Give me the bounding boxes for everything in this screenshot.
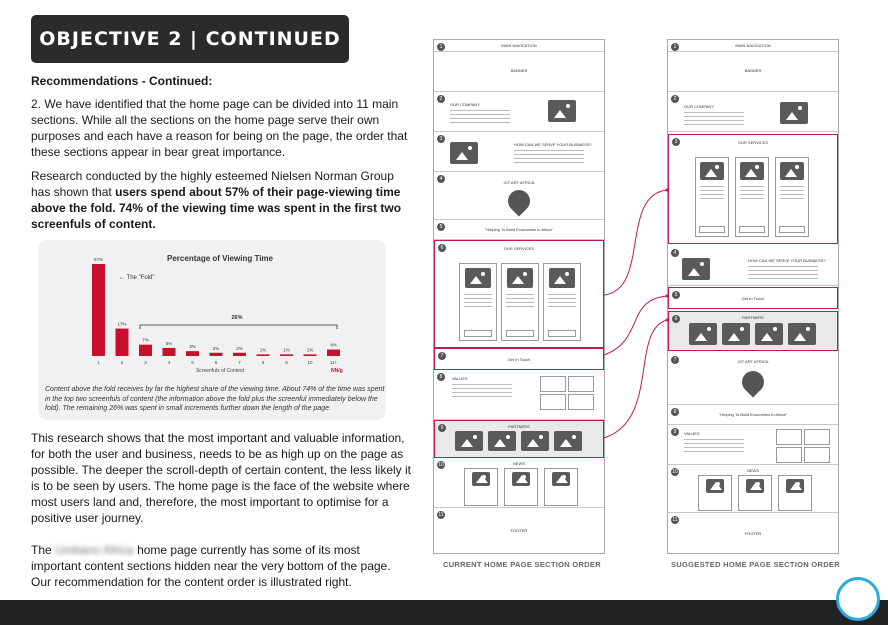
wf2-company: 2 OUR COMPANY: [668, 92, 838, 132]
tick-label-3: 3: [144, 360, 147, 365]
objective-badge: OBJECTIVE 2 | CONTINUED: [31, 15, 349, 63]
data-label-8: 1%: [259, 347, 267, 353]
wf-services-current: 6 OUR SERVICES: [434, 240, 604, 348]
tick-label-11: 11+: [329, 360, 338, 365]
page-number-circle: [836, 577, 880, 621]
wf-partners-current: 9 PARTNERS: [434, 420, 604, 458]
wf2-africa: 7 IOT ART AFRICA: [668, 353, 838, 405]
tick-label-8: 8: [261, 360, 265, 365]
data-label-1: 57%: [93, 257, 104, 262]
wf-values: 8 VALUES: [434, 370, 604, 420]
nng-logo: NN/g: [331, 368, 343, 374]
wf2-partners: 6 PARTNERS: [668, 311, 838, 351]
data-label-9: 1%: [283, 347, 290, 353]
wf2-tagline: 8 "Helping To Build Economies In Africa": [668, 405, 838, 425]
paragraph-importance: This research shows that the most important and valuable information, for both the user and business, needs to be as high up on the page as possible. The deeper the scroll-depth of certain content, the less likely it is to be seen by users. The home page is the face of the website where most users land and, therefore, the most important to optimise for a positive user journey.: [31, 431, 411, 525]
tick-label-2: 2: [120, 360, 124, 365]
figure-caption: Content above the fold receives by far the highest share of the viewing time. About 74% of the time was spent in the top two screenfuls of content (the information above the fold plus the screenful immediately below the fold). The remaining 26% was spent in small increments further down the length of the page.: [45, 386, 385, 412]
wf-serve: 3 HOW CAN WE SERVE YOUR BUSINESS?: [434, 132, 604, 172]
data-label-11: 4%: [330, 342, 337, 348]
blurred-brand: Umbano Africa: [55, 543, 134, 557]
tick-label-5: 5: [191, 360, 194, 365]
wf-africa: 4 IOT ART AFRICA: [434, 172, 604, 220]
wf-company: 2 OUR COMPANY: [434, 92, 604, 132]
tick-label-10: 10: [307, 360, 313, 365]
paragraph-sections: 2. We have identified that the home page can be divided into 11 main sections. While all the sections on the home page serve their own purposes and each have a reason for being on the page, the order that these sections appear in bear great importance.: [31, 97, 408, 159]
data-label-3: 7%: [142, 337, 149, 343]
data-label-7: 2%: [236, 345, 243, 351]
page-footer-bar: [0, 600, 888, 625]
wf-news: 10 NEWS: [434, 458, 604, 508]
wf2-touch: 5 Get In Touch: [668, 287, 838, 309]
wf2-values: 9 VALUES: [668, 425, 838, 465]
rec-text-a: The: [31, 543, 52, 557]
fold-annotation: ← The "Fold": [119, 275, 155, 281]
remaining-annotation: 26%: [231, 315, 243, 321]
wf-footer: 11 FOOTER: [438, 512, 528, 533]
wf-tagline: 5 "Helping To Build Economies In Africa": [434, 220, 604, 240]
tick-label-4: 4: [167, 360, 171, 365]
current-caption: CURRENT HOME PAGE SECTION ORDER: [443, 560, 601, 569]
suggested-caption: SUGGESTED HOME PAGE SECTION ORDER: [671, 560, 840, 569]
wf-touch-current: 7 Get In Touch: [434, 348, 604, 370]
x-axis-label: Screenfuls of Content: [195, 368, 245, 374]
tick-label-1: 1: [97, 360, 100, 365]
wf-main-nav: 1 MAIN NAVIGATION: [434, 40, 604, 52]
research-bold: users spend about 57% of their page-viewing time above the fold. 74% of the viewing time was spent in the first two screenfuls of content.: [31, 185, 402, 231]
chart-title: Percentage of Viewing Time: [167, 254, 273, 263]
recommendations-title: Recommendations - Continued:: [31, 74, 213, 88]
wf2-news: 10 NEWS: [668, 465, 838, 513]
data-label-2: 17%: [117, 321, 127, 327]
tick-label-6: 6: [214, 360, 218, 365]
data-label-6: 2%: [212, 345, 220, 351]
wf2-serve: 4 HOW CAN WE SERVE YOUR BUSINESS?: [668, 246, 838, 286]
wf2-services: 3 OUR SERVICES: [668, 134, 838, 244]
wf2-main-nav: 1 MAIN NAVIGATION: [668, 40, 838, 52]
data-label-4: 5%: [165, 340, 173, 346]
rec-text-b: home page currently has some of its most important content sections hidden near the very bottom of the page. Our recommendation for the content order is illustrated right.: [31, 543, 391, 589]
tick-label-9: 9: [285, 360, 288, 365]
wf-banner: BANNER: [434, 52, 604, 92]
wf2-footer: 11 FOOTER: [672, 517, 762, 536]
research-text: Research conducted by the highly esteemed Nielsen Norman Group has shown that: [31, 169, 394, 199]
data-label-5: 3%: [189, 344, 196, 350]
tick-label-7: 7: [238, 360, 241, 365]
wf2-banner: BANNER: [668, 52, 838, 92]
data-label-10: 1%: [306, 347, 314, 353]
